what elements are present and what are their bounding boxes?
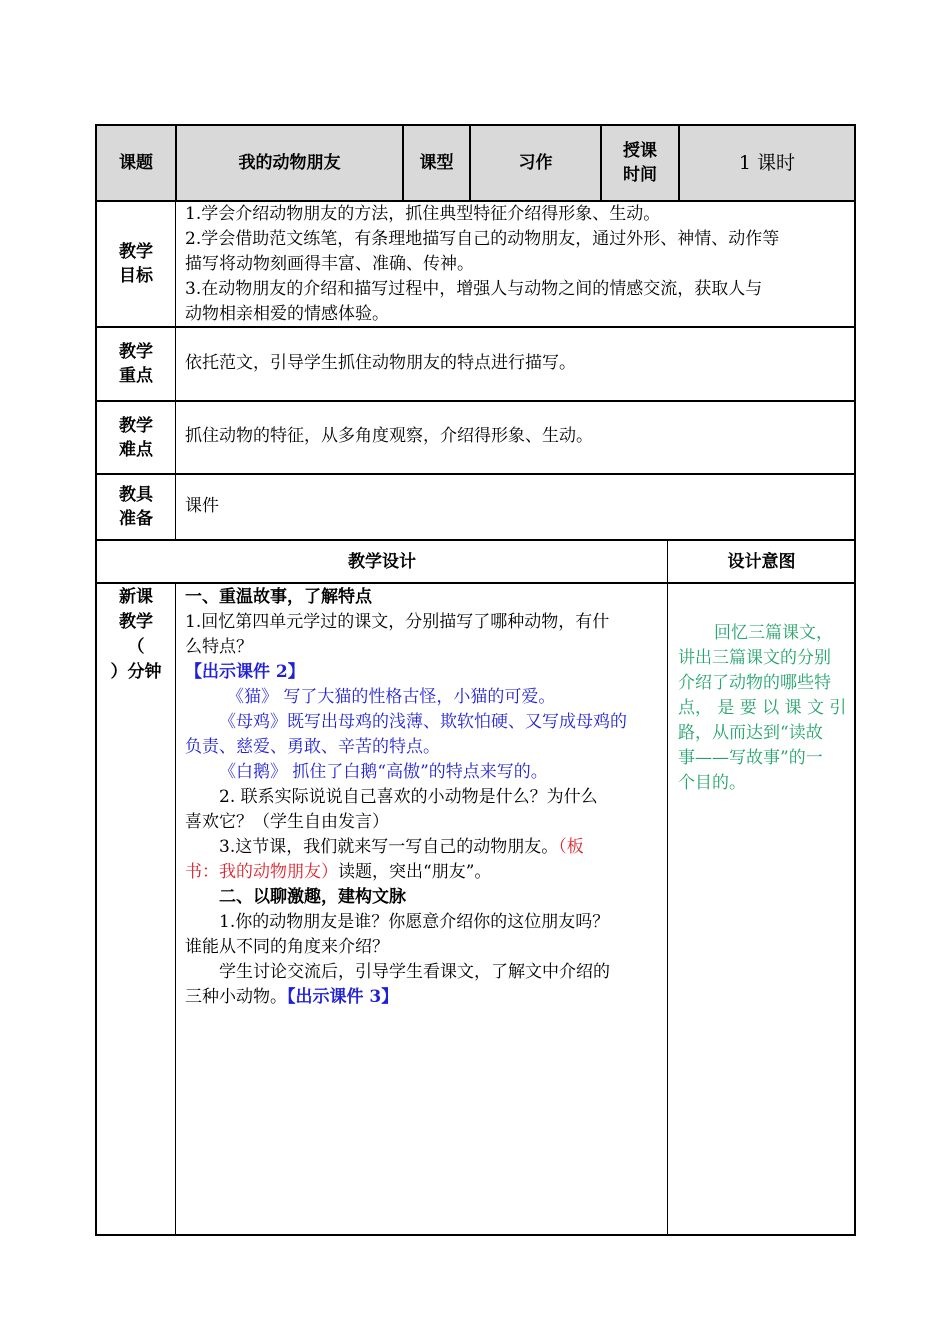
- intent-line: 个目的。: [678, 773, 746, 793]
- key-points-text: 依托范文，引导学生抓住动物朋友的特点进行描写。: [185, 353, 576, 373]
- section1-title: 一、重温故事，了解特点: [185, 587, 372, 607]
- q-line1: 1.你的动物朋友是谁？你愿意介绍你的这位朋友吗？: [219, 912, 610, 932]
- time-label-line1: 授课: [623, 141, 657, 161]
- section2-title: 二、以聊激趣，建构文脉: [219, 887, 406, 907]
- design-col-divider: [667, 539, 668, 584]
- hen-line2: 负责、慈爱、勇敢、辛苦的特点。: [185, 737, 440, 757]
- side-label-line2: 教学: [119, 612, 153, 632]
- p1-line2: 么特点？: [185, 637, 253, 657]
- time-value: 1 课时: [738, 152, 796, 174]
- intent-line: 路，从而达到“读故: [678, 723, 823, 743]
- materials-label-line2: 准备: [119, 509, 153, 529]
- design-content: [185, 585, 665, 1010]
- courseware-3: 【出示课件 3】: [287, 987, 399, 1007]
- time-label: [601, 125, 679, 201]
- difficulties-label: [96, 401, 176, 474]
- key-points-label-line1: 教学: [119, 342, 153, 362]
- intent-line: 事——写故事”的一: [678, 748, 823, 768]
- design-header-left: 教学设计: [348, 551, 416, 572]
- row-divider: [95, 539, 856, 541]
- p3-line2-board: 书：我的动物朋友）: [185, 862, 338, 882]
- intent-line: 点， 是 要 以 课 文 引: [678, 698, 847, 718]
- p1-line1: 1.回忆第四单元学过的课文，分别描写了哪种动物，有什: [185, 612, 610, 632]
- topic-value: 我的动物朋友: [238, 153, 341, 173]
- difficulties-text: 抓住动物的特征，从多角度观察，介绍得形象、生动。: [185, 426, 593, 446]
- objective-line: 描写将动物刻画得丰富、准确、传神。: [185, 254, 474, 274]
- body-intent-divider: [667, 582, 668, 1235]
- objectives-label-line1: 教学: [119, 242, 153, 262]
- d-line2-text: 三种小动物。: [185, 987, 287, 1007]
- p3-line1: [185, 835, 665, 860]
- table-border-left: [95, 124, 97, 1236]
- key-points-label-line2: 重点: [119, 366, 153, 386]
- col-divider: [175, 124, 177, 202]
- row-divider: [95, 473, 856, 475]
- col-divider: [600, 124, 602, 202]
- objective-line: 3.在动物朋友的介绍和描写过程中，增强人与动物之间的情感交流，获取人与: [185, 279, 763, 299]
- table-border-top: [95, 124, 856, 126]
- courseware-2: 【出示课件 2】: [185, 662, 305, 682]
- materials-text: 课件: [185, 496, 219, 516]
- time-label-line2: 时间: [623, 165, 657, 185]
- q-line2: 谁能从不同的角度来介绍？: [185, 937, 389, 957]
- p3-line1-board: （板: [558, 837, 584, 857]
- side-label: [96, 585, 176, 685]
- intent-line: 回忆三篇课文，: [714, 623, 833, 643]
- p3-line2: [185, 860, 665, 885]
- difficulties-label-line1: 教学: [119, 415, 153, 436]
- side-label-line3: （: [127, 637, 145, 657]
- label-col-divider: [175, 200, 176, 541]
- objectives-text: [185, 202, 855, 327]
- objectives-label: [96, 201, 176, 327]
- side-label-line1: 新课: [119, 587, 153, 607]
- row-divider: [95, 582, 856, 584]
- d-line2: [185, 985, 665, 1010]
- row-divider: [95, 400, 856, 402]
- design-header-right: 设计意图: [727, 551, 796, 572]
- p3-line2-text: 读题，突出“朋友”。: [338, 862, 492, 882]
- design-intent: [678, 621, 854, 796]
- key-points-label: [96, 327, 176, 401]
- row-divider: [95, 326, 856, 328]
- cat-line: 《猫》 写了大猫的性格古怪，小猫的可爱。: [227, 687, 556, 707]
- p3-line1-text: 3.这节课，我们就来写一写自己的动物朋友。: [219, 837, 559, 857]
- topic-label: 课题: [119, 153, 153, 173]
- hen-line1: 《母鸡》既写出母鸡的浅薄、欺软怕硬、又写成母鸡的: [219, 712, 627, 732]
- goose-line: 《白鹅》 抓住了白鹅“高傲”的特点来写的。: [219, 762, 548, 782]
- table-border-bottom: [95, 1234, 856, 1236]
- col-divider: [469, 124, 471, 202]
- p2-line1: 2. 联系实际说说自己喜欢的小动物是什么？为什么: [219, 787, 598, 807]
- table-border-right: [854, 124, 856, 1236]
- row-divider: [95, 200, 856, 202]
- objective-line: 动物相亲相爱的情感体验。: [185, 304, 389, 324]
- objective-line: 1.学会介绍动物朋友的方法，抓住典型特征介绍得形象、生动。: [185, 204, 661, 224]
- materials-label-line1: 教具: [119, 485, 153, 505]
- materials-label: [96, 474, 176, 540]
- d-line1: 学生讨论交流后，引导学生看课文，了解文中介绍的: [219, 962, 610, 982]
- col-divider: [678, 124, 680, 202]
- difficulties-label-line2: 难点: [119, 439, 153, 460]
- type-value: 习作: [518, 153, 553, 173]
- type-label: 课型: [419, 153, 454, 173]
- col-divider: [402, 124, 404, 202]
- intent-line: 讲出三篇课文的分别: [678, 648, 831, 668]
- objective-line: 2.学会借助范文练笔，有条理地描写自己的动物朋友，通过外形、神情、动作等: [185, 229, 780, 249]
- body-label-divider: [175, 582, 176, 1235]
- intent-line: 介绍了动物的哪些特: [678, 673, 831, 693]
- p2-line2: 喜欢它？（学生自由发言）: [185, 812, 389, 832]
- side-label-line4: ）分钟: [110, 662, 162, 682]
- objectives-label-line2: 目标: [119, 266, 153, 286]
